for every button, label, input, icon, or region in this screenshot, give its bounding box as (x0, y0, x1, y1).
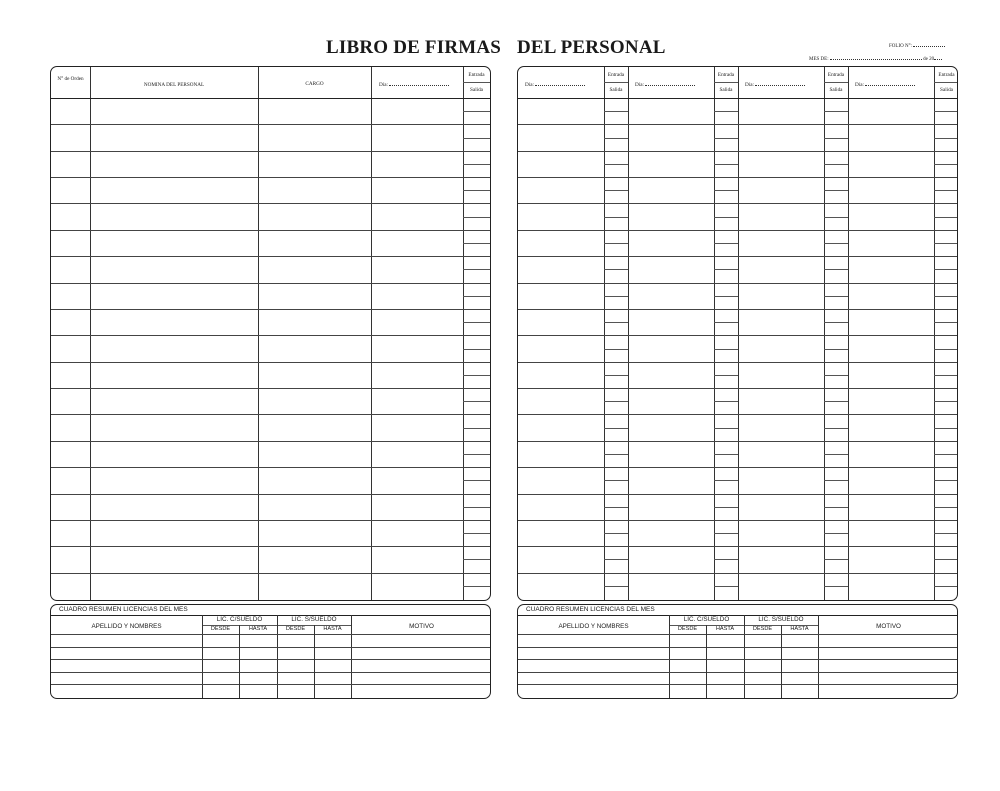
entrada-salida-divider (604, 269, 628, 270)
entrada-salida-divider (463, 296, 491, 297)
entrada-salida-divider (463, 454, 491, 455)
entrada-salida-divider (714, 586, 738, 587)
entrada-salida-divider (934, 111, 958, 112)
entrada-salida-divider (824, 586, 848, 587)
dia-label: Día: (635, 82, 644, 88)
month-blank[interactable] (830, 56, 922, 60)
table-row-line (51, 283, 490, 284)
entrada-salida-divider (824, 480, 848, 481)
lic-sin-header: LIC. S/SUELDO (758, 616, 804, 623)
entrada-salida-divider (604, 349, 628, 350)
entrada-salida-divider (463, 217, 491, 218)
salida-header: Salida (719, 87, 733, 93)
dia-blank[interactable] (755, 82, 805, 86)
entrada-salida-divider (934, 164, 958, 165)
entrada-salida-divider (934, 243, 958, 244)
dia-label: Día: (745, 82, 754, 88)
entrada-salida-divider (934, 428, 958, 429)
entrada-salida-divider (463, 322, 491, 323)
right-license-summary (517, 604, 958, 699)
dia-blank[interactable] (645, 82, 695, 86)
desde-header: DESDE (677, 626, 698, 632)
table-row-line (51, 467, 490, 468)
entrada-salida-divider (604, 507, 628, 508)
entrada-salida-divider (604, 243, 628, 244)
entrada-salida-divider (463, 138, 491, 139)
table-row-line (518, 256, 957, 257)
apellido-header: APELLIDO Y NOMBRES (558, 623, 629, 630)
entrada-salida-divider (463, 559, 491, 560)
entrada-salida-divider (463, 428, 491, 429)
folio-blank[interactable] (913, 43, 945, 47)
left-attendance-table (50, 66, 491, 601)
lic-sin-header: LIC. S/SUELDO (291, 616, 337, 623)
table-row-line (518, 467, 957, 468)
hasta-header: HASTA (323, 626, 342, 632)
entrada-salida-divider (934, 559, 958, 560)
entrada-salida-divider (824, 533, 848, 534)
entrada-header: Entrada (717, 72, 735, 78)
entrada-salida-divider (604, 296, 628, 297)
table-row-line (518, 124, 957, 125)
table-row-line (51, 362, 490, 363)
entrada-header: Entrada (938, 72, 955, 78)
entrada-salida-divider (463, 507, 491, 508)
salida-header: Salida (470, 87, 483, 93)
entrada-header: Entrada (827, 72, 845, 78)
entrada-salida-divider (934, 349, 958, 350)
entrada-salida-divider (714, 507, 738, 508)
table-row-line (51, 414, 490, 415)
salida-header: Salida (940, 87, 953, 93)
hasta-header: HASTA (248, 626, 268, 632)
desde-header: DESDE (285, 626, 306, 632)
entrada-salida-divider (463, 586, 491, 587)
table-row-line (51, 309, 490, 310)
month-label: MES DE: (809, 57, 829, 62)
summary-title: CUADRO RESUMEN LICENCIAS DEL MES (526, 606, 655, 613)
entrada-salida-divider (604, 428, 628, 429)
entrada-salida-divider (714, 533, 738, 534)
summary-row-line (518, 647, 957, 648)
entrada-salida-divider (934, 190, 958, 191)
entrada-salida-divider (604, 217, 628, 218)
dia-label: Día: (525, 82, 534, 88)
summary-column-line (314, 634, 315, 698)
table-row-line (518, 283, 957, 284)
entrada-salida-divider (824, 269, 848, 270)
entrada-salida-divider (604, 586, 628, 587)
entrada-salida-divider (604, 111, 628, 112)
entrada-salida-divider (463, 190, 491, 191)
title-right: DEL PERSONAL (517, 37, 666, 58)
summary-row-line (51, 684, 490, 685)
entrada-salida-divider (824, 111, 848, 112)
summary-column-line (239, 634, 240, 698)
entrada-salida-divider (824, 138, 848, 139)
entrada-salida-divider (934, 480, 958, 481)
month-field (809, 56, 942, 62)
entrada-salida-divider (934, 217, 958, 218)
title-left: LIBRO DE FIRMAS (326, 37, 502, 58)
col-dia-header (379, 82, 449, 89)
entrada-salida-divider (934, 296, 958, 297)
entrada-salida-divider (714, 349, 738, 350)
entrada-salida-divider (824, 217, 848, 218)
entrada-salida-divider (934, 401, 958, 402)
entrada-salida-divider (824, 454, 848, 455)
entrada-salida-divider (934, 533, 958, 534)
entrada-salida-divider (463, 111, 491, 112)
entrada-salida-divider (604, 454, 628, 455)
hasta-header: HASTA (715, 626, 735, 632)
entrada-salida-divider (824, 375, 848, 376)
table-row-line (51, 151, 490, 152)
table-row-line (51, 520, 490, 521)
entrada-salida-divider (934, 454, 958, 455)
table-row-line (51, 388, 490, 389)
entrada-salida-divider (714, 322, 738, 323)
salida-header: Salida (609, 87, 623, 93)
entrada-salida-divider (824, 164, 848, 165)
left-license-summary (50, 604, 491, 699)
entrada-salida-divider (934, 586, 958, 587)
table-row-line (51, 230, 490, 231)
entrada-salida-divider (714, 111, 738, 112)
entrada-salida-divider (824, 296, 848, 297)
entrada-salida-divider (604, 480, 628, 481)
table-row-line (518, 441, 957, 442)
table-row-line (518, 177, 957, 178)
hasta-header: HASTA (790, 626, 809, 632)
entrada-salida-divider (934, 375, 958, 376)
entrada-salida-divider (463, 164, 491, 165)
entrada-salida-divider (714, 243, 738, 244)
summary-row-line (518, 659, 957, 660)
table-row-line (518, 494, 957, 495)
entrada-salida-divider (714, 138, 738, 139)
table-row-line (518, 335, 957, 336)
table-row-line (51, 256, 490, 257)
entrada-salida-divider (824, 322, 848, 323)
entrada-salida-divider (604, 559, 628, 560)
table-row-line (518, 414, 957, 415)
header-separator (51, 98, 490, 99)
table-row-line (518, 362, 957, 363)
entrada-salida-divider (604, 190, 628, 191)
entrada-salida-divider (604, 533, 628, 534)
entrada-salida-divider (934, 138, 958, 139)
apellido-header: APELLIDO Y NOMBRES (91, 623, 162, 630)
table-row-line (51, 494, 490, 495)
summary-column-line (781, 634, 782, 698)
right-dia-header-3 (745, 82, 805, 89)
col-orden-header: N° de Orden (57, 76, 84, 82)
table-row-line (51, 335, 490, 336)
entrada-salida-divider (714, 454, 738, 455)
entrada-salida-divider (463, 401, 491, 402)
entrada-header: Entrada (607, 72, 625, 78)
entrada-salida-divider (714, 480, 738, 481)
entrada-salida-divider (463, 269, 491, 270)
lic-con-header: LIC. C/SUELDO (216, 616, 263, 623)
entrada-salida-divider (714, 217, 738, 218)
folio-field (889, 43, 945, 49)
entrada-salida-divider (934, 322, 958, 323)
table-row-line (518, 309, 957, 310)
entrada-salida-divider (463, 375, 491, 376)
table-row-line (518, 151, 957, 152)
entrada-salida-divider (463, 533, 491, 534)
summary-row-line (51, 672, 490, 673)
lic-con-header: LIC. C/SUELDO (683, 616, 730, 623)
col-cargo-header: CARGO (305, 81, 324, 87)
dia-blank[interactable] (865, 82, 915, 86)
entrada-salida-divider (714, 401, 738, 402)
salida-header: Salida (829, 87, 843, 93)
right-dia-header-4 (855, 82, 915, 89)
entrada-salida-divider (463, 349, 491, 350)
desde-header: DESDE (752, 626, 773, 632)
entrada-salida-divider (463, 480, 491, 481)
summary-row-line (518, 684, 957, 685)
table-row-line (518, 573, 957, 574)
entrada-salida-divider (824, 507, 848, 508)
entrada-salida-divider (934, 507, 958, 508)
entrada-salida-divider (714, 190, 738, 191)
entrada-salida-divider (824, 349, 848, 350)
entrada-salida-divider (714, 269, 738, 270)
desde-header: DESDE (210, 626, 231, 632)
dia-blank[interactable] (389, 82, 449, 86)
entrada-salida-divider (824, 243, 848, 244)
entrada-salida-divider (604, 138, 628, 139)
entrada-salida-divider (604, 375, 628, 376)
entrada-salida-divider (604, 322, 628, 323)
table-row-line (518, 230, 957, 231)
table-row-line (51, 441, 490, 442)
entrada-salida-divider (824, 559, 848, 560)
right-dia-header-2 (635, 82, 695, 89)
table-row-line (51, 203, 490, 204)
table-row-line (518, 388, 957, 389)
entrada-salida-divider (714, 559, 738, 560)
folio-label: FOLIO N°: (889, 44, 912, 49)
summary-row-line (51, 659, 490, 660)
motivo-header: MOTIVO (876, 623, 901, 630)
entrada-salida-divider (714, 164, 738, 165)
year-label: de 20 (923, 57, 935, 62)
summary-row-line (51, 647, 490, 648)
dia-label: Día: (855, 82, 864, 88)
entrada-salida-divider (714, 428, 738, 429)
dia-blank[interactable] (535, 82, 585, 86)
entrada-salida-divider (714, 375, 738, 376)
header-separator (518, 98, 957, 99)
entrada-salida-divider (463, 243, 491, 244)
table-row-line (518, 203, 957, 204)
entrada-salida-divider (714, 296, 738, 297)
entrada-salida-divider (824, 190, 848, 191)
summary-title: CUADRO RESUMEN LICENCIAS DEL MES (59, 606, 188, 613)
entrada-salida-divider (934, 269, 958, 270)
entrada-salida-divider (604, 401, 628, 402)
table-row-line (51, 573, 490, 574)
right-attendance-table (517, 66, 958, 601)
col-nomina-header: NOMINA DEL PERSONAL (143, 82, 205, 88)
table-row-line (518, 520, 957, 521)
summary-column-line (706, 634, 707, 698)
entrada-salida-divider (824, 428, 848, 429)
right-dia-header-1 (525, 82, 585, 89)
table-row-line (518, 546, 957, 547)
table-row-line (51, 124, 490, 125)
entrada-salida-divider (824, 401, 848, 402)
motivo-header: MOTIVO (409, 623, 434, 630)
entrada-header: Entrada (468, 72, 485, 78)
year-blank[interactable] (934, 56, 942, 60)
dia-label: Día: (379, 82, 388, 88)
summary-row-line (518, 672, 957, 673)
entrada-salida-divider (604, 164, 628, 165)
table-row-line (51, 177, 490, 178)
table-row-line (51, 546, 490, 547)
